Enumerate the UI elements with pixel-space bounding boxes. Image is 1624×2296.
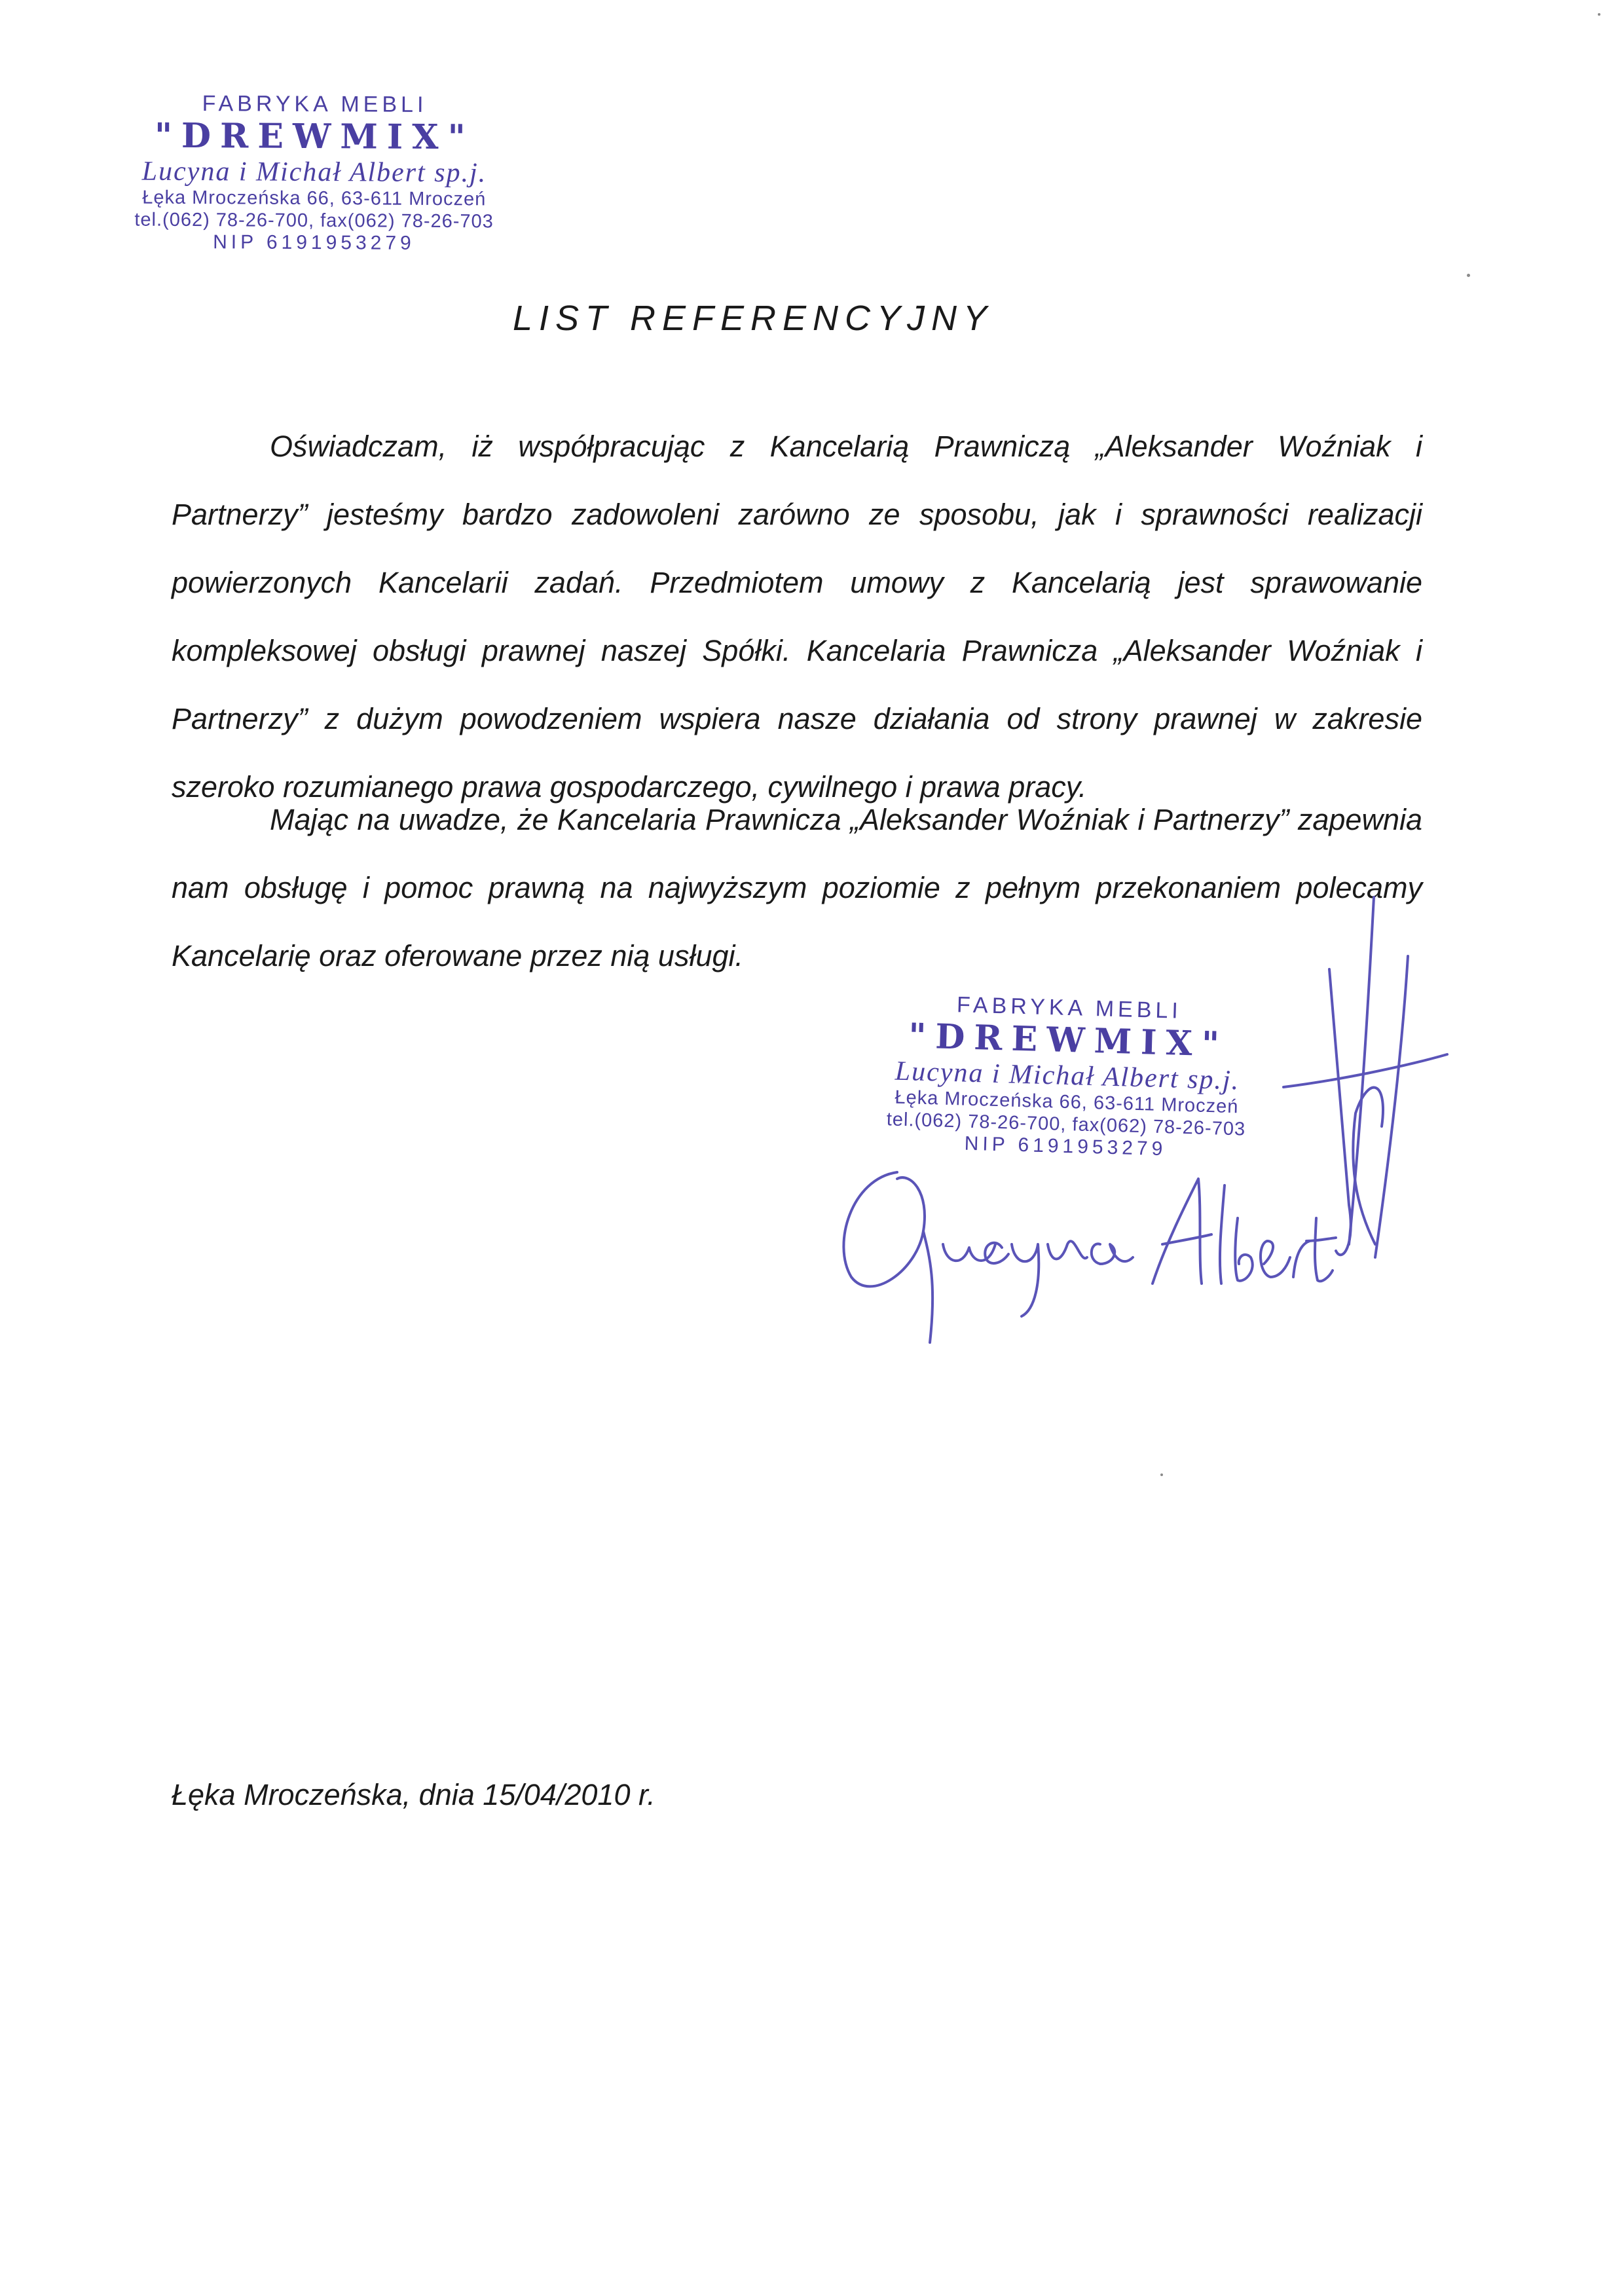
letter-title: LIST REFERENCYJNY	[512, 299, 994, 338]
place-and-date: Łęka Mroczeńska, dnia 15/04/2010 r.	[172, 1778, 655, 1811]
signature-first-name	[1048, 1241, 1087, 1259]
stamp-phone: tel.(062) 78-26-700, fax(062) 78-26-703	[886, 1108, 1246, 1140]
stamp-phone: tel.(062) 78-26-700, fax(062) 78-26-703	[134, 209, 494, 232]
signature-first-name	[923, 1231, 932, 1342]
stamp-company-type: FABRYKA MEBLI	[202, 91, 428, 117]
company-stamp-signature	[836, 989, 1299, 1164]
signature-last-name	[1293, 1241, 1310, 1277]
stamp-brand-name: "DREWMIX"	[908, 1016, 1229, 1065]
scan-speck	[1160, 1473, 1163, 1476]
stamp-nip: NIP 6191953279	[213, 231, 415, 254]
stamp-owners: Lucyna i Michał Albert sp.j.	[141, 156, 487, 189]
stamp-address: Łęka Mroczeńska 66, 63-611 Mroczeń	[895, 1086, 1239, 1118]
signature-flourish	[1375, 956, 1408, 1257]
stamp-company-type: FABRYKA MEBLI	[956, 992, 1183, 1024]
signature-first-name	[1092, 1244, 1133, 1264]
scan-speck	[1598, 13, 1600, 16]
signature-first-name	[943, 1244, 995, 1261]
signature-last-name	[1235, 1218, 1252, 1281]
signature-last-name	[1306, 1238, 1336, 1241]
signature-last-name	[1261, 1241, 1290, 1277]
signature-flourish	[1353, 1088, 1383, 1244]
stamp-nip: NIP 6191953279	[964, 1132, 1167, 1160]
letter-paragraph-2: Mając na uwadze, że Kancelaria Prawnicza „Aleksander Woźniak i Partnerzy” zapewnia nam obsługę i pomoc prawną na najwyższym poziomie z pełnym przekonaniem polecamy Kancelarię oraz oferowane przez nią usługi.	[172, 803, 1422, 972]
signature-last-name	[1315, 1218, 1333, 1281]
signature-flourish	[1329, 969, 1351, 1255]
company-stamp-header	[98, 90, 530, 255]
stamp-address: Łęka Mroczeńska 66, 63-611 Mroczeń	[142, 187, 487, 210]
signature-last-name	[1162, 1234, 1211, 1244]
signature-last-name	[1153, 1179, 1202, 1284]
stamp-owners: Lucyna i Michał Albert sp.j.	[895, 1056, 1240, 1096]
scan-speck	[1467, 274, 1470, 277]
signature-first-name	[1012, 1244, 1039, 1316]
signature-flourish	[1283, 1054, 1447, 1087]
stamp-brand-name: "DREWMIX"	[154, 115, 475, 158]
letter-paragraph-1: Oświadczam, iż współpracując z Kancelarią Prawniczą „Aleksander Woźniak i Partnerzy” jesteśmy bardzo zadowoleni zarówno ze sposobu, jak i sprawności realizacji powierzonych Kancelarii zadań. Przedmiotem umowy z Kancelarią jest sprawowanie kompleksowej obsługi prawnej naszej Spółki. Kancelaria Prawnicza „Aleksander Woźniak i Partnerzy” z dużym powodzeniem wspiera nasze działania od strony prawnej w zakresie szeroko rozumianego prawa gospodarczego, cywilnego i prawa pracy.	[172, 430, 1422, 804]
signature-first-name	[985, 1243, 1008, 1263]
signature-last-name	[1220, 1185, 1225, 1284]
signature-first-name	[843, 1172, 925, 1286]
